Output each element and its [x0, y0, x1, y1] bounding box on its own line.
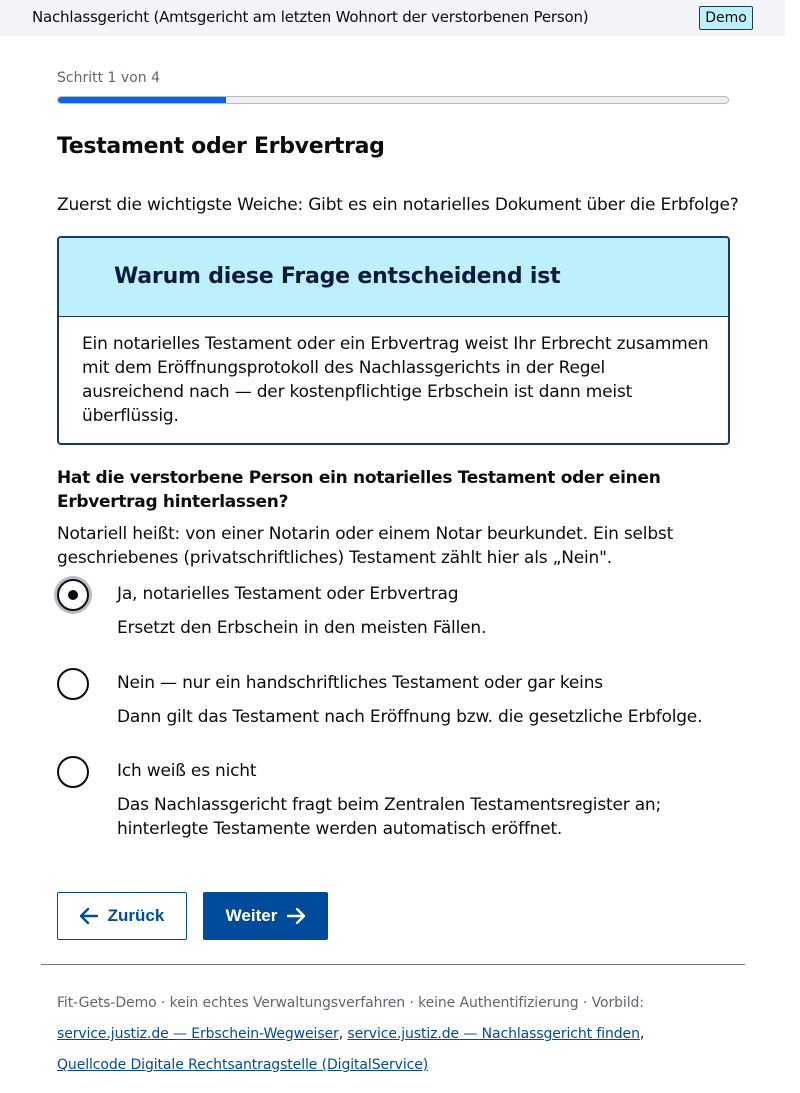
next-button[interactable] — [203, 892, 328, 940]
court-title: Nachlassgericht (Amtsgericht am letzten Wohnort der verstorbenen Person) — [32, 8, 589, 26]
footer-divider — [41, 964, 745, 965]
info-box-heading: Warum diese Frage entscheidend ist — [114, 264, 561, 289]
footer-link-erbschein[interactable]: service.justiz.de — Erbschein-Wegweiser — [57, 1026, 339, 1042]
radio-option-description: Ersetzt den Erbschein in den meisten Fällen. — [117, 618, 487, 638]
info-box-header — [59, 238, 728, 317]
info-box-body: Ein notarielles Testament oder ein Erbvertrag weist Ihr Erbrecht zusammen mit dem Eröffnungsprotokoll des Nachlassgerichts in der Regel ausreichend nach — der kostenpflichtige Erbschein ist dann meist überflüssig. — [82, 334, 709, 426]
arrow-left-icon — [80, 908, 98, 924]
arrow-right-icon — [287, 908, 305, 924]
next-button-label: Weiter — [225, 906, 278, 925]
demo-badge: Demo — [699, 6, 753, 30]
footer-text: Fit-Gets-Demo · kein echtes Verwaltungsverfahren · keine Authentifizierung · Vorbild: — [57, 995, 644, 1011]
info-box — [57, 236, 730, 445]
footer-separator: , — [639, 1026, 645, 1042]
intro-text: Zuerst die wichtigste Weiche: Gibt es ein notarielles Dokument über die Erbfolge? — [57, 195, 739, 215]
radio-option-label[interactable]: Ich weiß es nicht — [117, 761, 257, 781]
radio-option-description: Das Nachlassgericht fragt beim Zentralen Testamentsregister an; hinterlegte Testamente werden automatisch eröffnet. — [117, 795, 662, 839]
radio-button-no[interactable] — [57, 668, 89, 700]
footer-link-source-code[interactable]: Quellcode Digitale Rechtsantragstelle (DigitalService) — [57, 1057, 429, 1073]
back-button-label: Zurück — [107, 906, 165, 925]
radio-option-label[interactable]: Ja, notarielles Testament oder Erbvertrag — [117, 584, 459, 604]
radio-button-unknown[interactable] — [57, 756, 89, 788]
page-title: Testament oder Erbvertrag — [57, 134, 385, 159]
top-bar — [0, 0, 785, 36]
radio-option-label[interactable]: Nein — nur ein handschriftliches Testament oder gar keins — [117, 673, 603, 693]
progress-bar-fill — [58, 97, 226, 103]
radio-button-yes[interactable] — [57, 579, 89, 611]
radio-selected-dot — [68, 590, 78, 600]
progress-bar — [57, 96, 729, 104]
back-button[interactable] — [57, 892, 187, 940]
question-label: Hat die verstorbene Person ein notarielles Testament oder einen Erbvertrag hinterlassen? — [57, 468, 661, 512]
footer-separator: , — [338, 1026, 344, 1042]
question-hint: Notariell heißt: von einer Notarin oder einem Notar beurkundet. Ein selbst geschriebenes (privatschriftliches) Testament zählt hier als „Nein". — [57, 524, 674, 568]
radio-option-description: Dann gilt das Testament nach Eröffnung bzw. die gesetzliche Erbfolge. — [117, 707, 703, 727]
footer-links-row-1 — [57, 1019, 757, 1050]
footer-link-nachlassgericht[interactable]: service.justiz.de — Nachlassgericht finden — [347, 1026, 640, 1042]
footer-links-row-2 — [57, 1050, 757, 1081]
footer — [57, 988, 757, 1081]
step-indicator: Schritt 1 von 4 — [57, 70, 160, 86]
